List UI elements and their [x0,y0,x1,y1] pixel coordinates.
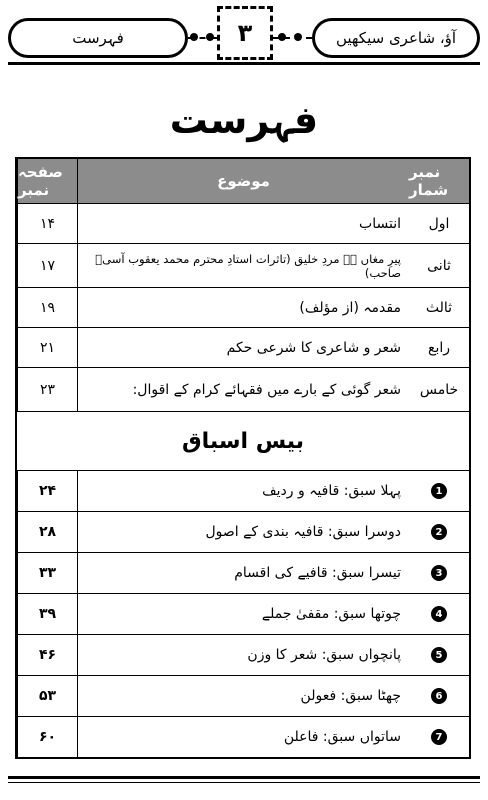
lesson-page: ۳۳ [17,553,77,593]
lesson-page: ۴۶ [17,635,77,675]
row-topic: پیرِ مغاں ہے مردِ خلیق (تاثرات استادِ محترم محمد یعقوب آسیؔ صاحب) [77,244,409,287]
lesson-row [17,716,469,757]
row-serial: خامس [419,381,459,398]
lesson-row [17,634,469,675]
connector-dot [206,33,214,41]
table-row [17,203,469,243]
lesson-marker-cell [409,594,469,634]
header-rule [8,62,480,65]
row-topic: انتساب [77,204,409,243]
page-header [0,0,488,70]
table-header-row [17,159,469,203]
table-row [17,287,469,327]
lesson-row [17,675,469,716]
table-row [17,367,469,411]
row-serial: رابع [428,339,450,356]
contents-table [15,157,471,759]
lesson-topic: دوسرا سبق: قافیہ بندی کے اصول [77,512,409,552]
numbered-bullet-icon: 5 [431,647,447,663]
numbered-bullet-icon: 1 [431,483,447,499]
lesson-page: ۳۹ [17,594,77,634]
numbered-bullet-icon: 2 [431,524,447,540]
lesson-marker-cell [409,676,469,716]
footer-rule [8,776,480,779]
lesson-page: ۵۳ [17,676,77,716]
row-serial: اول [428,215,450,232]
section-title-pill [8,18,188,58]
lesson-row [17,470,469,511]
row-page: ۲۱ [17,328,77,367]
row-serial: ثانی [427,257,451,274]
lesson-marker-cell [409,717,469,757]
numbered-bullet-icon: 6 [431,688,447,704]
numbered-bullet-icon: 7 [431,729,447,745]
lesson-marker-cell [409,512,469,552]
section-heading: بیس اسباق [17,411,469,470]
lesson-page: ۶۰ [17,717,77,757]
row-page: ۱۴ [17,204,77,243]
row-page: ۱۹ [17,288,77,327]
row-serial: ثالث [425,299,453,316]
page-number: ٣ [237,19,253,47]
lesson-marker-cell [409,635,469,675]
table-row [17,327,469,367]
column-header-page: صفحہ نمبر [17,159,77,203]
lesson-row [17,552,469,593]
book-title: آؤ، شاعری سیکھیں [335,29,457,47]
connector-dot [294,33,302,41]
lesson-row [17,593,469,634]
lesson-topic: چھٹا سبق: فعولن [77,676,409,716]
row-page: ۱۷ [17,244,77,287]
lesson-marker-cell [409,553,469,593]
row-page: ۲۳ [17,368,77,411]
connector-dot [190,33,198,41]
column-header-topic: موضوع [77,159,409,203]
lesson-marker-cell [409,471,469,511]
table-row [17,243,469,287]
row-topic: شعر گوئی کے بارے میں فقہائے کرام کے اقوال: [77,368,409,411]
book-title-pill [312,18,480,58]
lesson-topic: پہلا سبق: قافیہ و ردیف [77,471,409,511]
lesson-topic: تیسرا سبق: قافیے کی اقسام [77,553,409,593]
column-header-serial: نمبر شمار [409,163,449,199]
page-number-box [217,6,273,60]
section-title: فہرست [72,29,124,47]
lesson-page: ۲۴ [17,471,77,511]
lesson-page: ۲۸ [17,512,77,552]
row-topic: شعر و شاعری کا شرعی حکم [77,328,409,367]
lesson-row [17,511,469,552]
lesson-topic: چوتھا سبق: مقفیٰ جملے [77,594,409,634]
numbered-bullet-icon: 4 [431,606,447,622]
lesson-topic: پانچواں سبق: شعر کا وزن [77,635,409,675]
numbered-bullet-icon: 3 [431,565,447,581]
row-topic: مقدمہ (از مؤلف) [77,288,409,327]
lesson-topic: ساتواں سبق: فاعلن [77,717,409,757]
connector-dot [278,33,286,41]
footer-rule-thin [8,782,480,783]
page-title: فہرست [169,98,319,142]
